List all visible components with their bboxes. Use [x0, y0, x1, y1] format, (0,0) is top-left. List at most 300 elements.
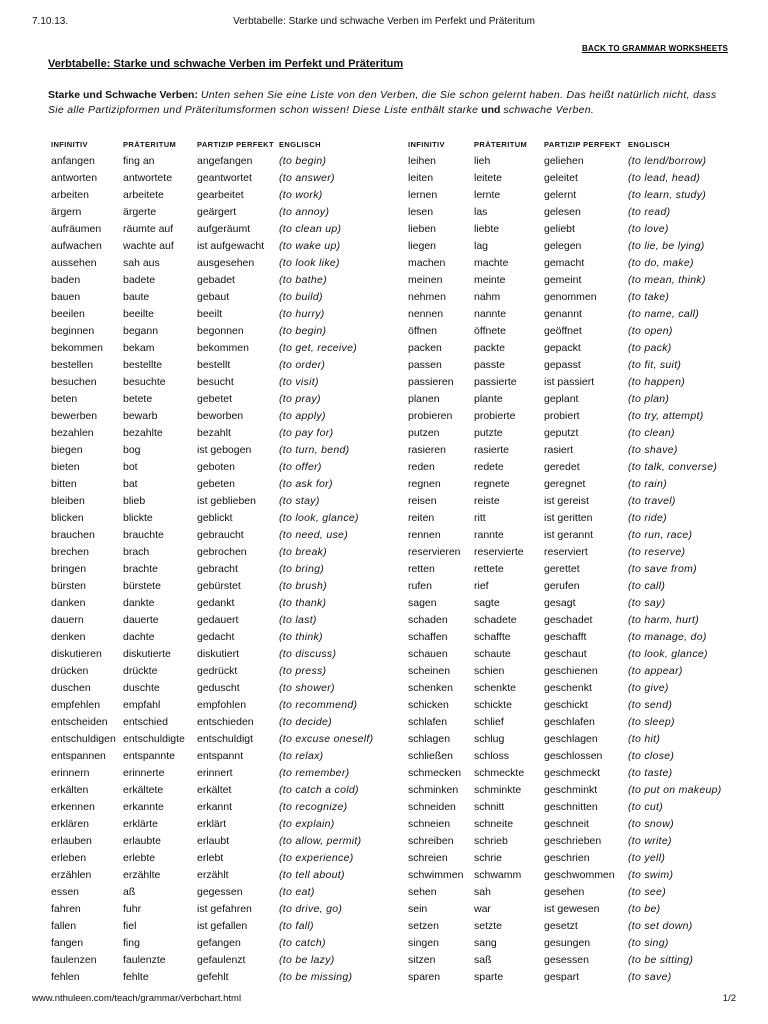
- partizip-cell: gebracht: [197, 562, 238, 575]
- table-row: [51, 560, 391, 577]
- praeteritum-cell: drückte: [123, 664, 158, 677]
- englisch-cell: (to fit, suit): [628, 358, 682, 371]
- infinitiv-cell: bieten: [51, 460, 80, 473]
- partizip-cell: geliebt: [544, 222, 575, 235]
- praeteritum-cell: fehlte: [123, 970, 149, 983]
- partizip-cell: gebadet: [197, 273, 235, 286]
- table-row: [408, 866, 738, 883]
- englisch-cell: (to say): [628, 596, 666, 609]
- infinitiv-cell: bringen: [51, 562, 87, 575]
- partizip-cell: angefangen: [197, 154, 253, 167]
- englisch-cell: (to taste): [628, 766, 673, 779]
- infinitiv-cell: aussehen: [51, 256, 97, 269]
- infinitiv-cell: aufräumen: [51, 222, 102, 235]
- table-row: [408, 220, 738, 237]
- table-row: [51, 951, 391, 968]
- partizip-cell: erzählt: [197, 868, 229, 881]
- praeteritum-cell: empfahl: [123, 698, 161, 711]
- englisch-cell: (to harm, hurt): [628, 613, 700, 626]
- praeteritum-cell: schien: [474, 664, 505, 677]
- verb-table-left-column: [51, 136, 391, 985]
- englisch-cell: (to catch a cold): [279, 783, 359, 796]
- praeteritum-cell: dankte: [123, 596, 155, 609]
- table-row: [408, 322, 738, 339]
- infinitiv-cell: regnen: [408, 477, 441, 490]
- englisch-cell: (to thank): [279, 596, 327, 609]
- englisch-cell: (to be missing): [279, 970, 353, 983]
- infinitiv-cell: essen: [51, 885, 80, 898]
- table-row: [408, 390, 738, 407]
- infinitiv-cell: sagen: [408, 596, 437, 609]
- praeteritum-cell: schrieb: [474, 834, 508, 847]
- infinitiv-cell: bestellen: [51, 358, 94, 371]
- table-row: [51, 577, 391, 594]
- table-row: [51, 288, 391, 305]
- partizip-cell: gesehen: [544, 885, 585, 898]
- infinitiv-cell: planen: [408, 392, 440, 405]
- table-row: [408, 815, 738, 832]
- infinitiv-cell: schneiden: [408, 800, 456, 813]
- infinitiv-cell: sitzen: [408, 953, 436, 966]
- table-row: [408, 407, 738, 424]
- print-url: www.nthuleen.com/teach/grammar/verbchart.html: [32, 993, 242, 1004]
- englisch-cell: (to look like): [279, 256, 340, 269]
- table-row: [51, 203, 391, 220]
- praeteritum-cell: fiel: [123, 919, 137, 932]
- infinitiv-cell: blicken: [51, 511, 84, 524]
- englisch-cell: (to bathe): [279, 273, 327, 286]
- infinitiv-cell: rasieren: [408, 443, 446, 456]
- infinitiv-cell: brechen: [51, 545, 89, 558]
- praeteritum-cell: entspannte: [123, 749, 175, 762]
- englisch-cell: (to fall): [279, 919, 314, 932]
- praeteritum-cell: rief: [474, 579, 489, 592]
- partizip-cell: ist gereist: [544, 494, 589, 507]
- infinitiv-cell: bewerben: [51, 409, 98, 422]
- praeteritum-cell: schlug: [474, 732, 505, 745]
- infinitiv-cell: sein: [408, 902, 428, 915]
- englisch-cell: (to brush): [279, 579, 327, 592]
- praeteritum-cell: entschied: [123, 715, 168, 728]
- praeteritum-cell: schmeckte: [474, 766, 525, 779]
- englisch-cell: (to answer): [279, 171, 335, 184]
- header-praeteritum: PRÄTERITUM: [123, 139, 177, 149]
- praeteritum-cell: erlaubte: [123, 834, 161, 847]
- praeteritum-cell: las: [474, 205, 488, 218]
- partizip-cell: diskutiert: [197, 647, 240, 660]
- table-row: [408, 492, 738, 509]
- infinitiv-cell: brauchen: [51, 528, 95, 541]
- infinitiv-cell: schmecken: [408, 766, 462, 779]
- englisch-cell: (to begin): [279, 154, 327, 167]
- praeteritum-cell: schminkte: [474, 783, 522, 796]
- table-row: [408, 611, 738, 628]
- englisch-cell: (to remember): [279, 766, 350, 779]
- table-row: [51, 220, 391, 237]
- englisch-cell: (to mean, think): [628, 273, 706, 286]
- table-row: [408, 764, 738, 781]
- table-row: [408, 305, 738, 322]
- partizip-cell: geredet: [544, 460, 580, 473]
- englisch-cell: (to learn, study): [628, 188, 707, 201]
- praeteritum-cell: schrie: [474, 851, 503, 864]
- partizip-cell: gerettet: [544, 562, 580, 575]
- praeteritum-cell: blieb: [123, 494, 146, 507]
- table-row: [408, 237, 738, 254]
- englisch-cell: (to do, make): [628, 256, 694, 269]
- englisch-cell: (to cut): [628, 800, 664, 813]
- englisch-cell: (to recommend): [279, 698, 358, 711]
- partizip-cell: geschenkt: [544, 681, 592, 694]
- partizip-cell: geschickt: [544, 698, 588, 711]
- infinitiv-cell: machen: [408, 256, 446, 269]
- praeteritum-cell: nannte: [474, 307, 507, 320]
- infinitiv-cell: reservieren: [408, 545, 461, 558]
- partizip-cell: bezahlt: [197, 426, 231, 439]
- praeteritum-cell: war: [474, 902, 491, 915]
- table-row: [408, 696, 738, 713]
- print-page-number: 1/2: [722, 993, 736, 1004]
- infinitiv-cell: arbeiten: [51, 188, 89, 201]
- englisch-cell: (to order): [279, 358, 326, 371]
- praeteritum-cell: schenkte: [474, 681, 517, 694]
- praeteritum-cell: sah: [474, 885, 491, 898]
- table-row: [408, 543, 738, 560]
- englisch-cell: (to experience): [279, 851, 354, 864]
- englisch-cell: (to love): [628, 222, 669, 235]
- infinitiv-cell: lesen: [408, 205, 434, 218]
- table-row: [408, 798, 738, 815]
- partizip-cell: ist aufgewacht: [197, 239, 265, 252]
- englisch-cell: (to look, glance): [628, 647, 708, 660]
- partizip-cell: bekommen: [197, 341, 249, 354]
- partizip-cell: besucht: [197, 375, 234, 388]
- praeteritum-cell: öffnete: [474, 324, 506, 337]
- partizip-cell: rasiert: [544, 443, 574, 456]
- partizip-cell: gebraucht: [197, 528, 244, 541]
- englisch-cell: (to close): [628, 749, 675, 762]
- englisch-cell: (to hit): [628, 732, 661, 745]
- praeteritum-cell: regnete: [474, 477, 510, 490]
- englisch-cell: (to need, use): [279, 528, 348, 541]
- englisch-cell: (to manage, do): [628, 630, 707, 643]
- partizip-cell: geplant: [544, 392, 579, 405]
- table-row: [51, 628, 391, 645]
- table-row: [408, 781, 738, 798]
- praeteritum-cell: baute: [123, 290, 150, 303]
- infinitiv-cell: beeilen: [51, 307, 85, 320]
- infinitiv-cell: sehen: [408, 885, 437, 898]
- intro-paragraph: [48, 88, 728, 118]
- infinitiv-cell: schenken: [408, 681, 453, 694]
- infinitiv-cell: schwimmen: [408, 868, 464, 881]
- praeteritum-cell: schaute: [474, 647, 511, 660]
- partizip-cell: geputzt: [544, 426, 579, 439]
- englisch-cell: (to shower): [279, 681, 335, 694]
- table-row: [51, 356, 391, 373]
- englisch-cell: (to shave): [628, 443, 678, 456]
- praeteritum-cell: wachte auf: [123, 239, 174, 252]
- table-row: [51, 645, 391, 662]
- englisch-cell: (to hurry): [279, 307, 325, 320]
- table-row: [51, 730, 391, 747]
- back-to-grammar-worksheets-link[interactable]: BACK TO GRAMMAR WORKSHEETS: [582, 44, 728, 53]
- englisch-cell: (to rain): [628, 477, 667, 490]
- englisch-cell: (to pack): [628, 341, 672, 354]
- partizip-cell: empfohlen: [197, 698, 247, 711]
- infinitiv-cell: erkälten: [51, 783, 89, 796]
- partizip-cell: bestellt: [197, 358, 231, 371]
- praeteritum-cell: redete: [474, 460, 504, 473]
- partizip-cell: geantwortet: [197, 171, 252, 184]
- englisch-cell: (to save from): [628, 562, 697, 575]
- infinitiv-cell: beten: [51, 392, 78, 405]
- intro-text-end: schwache Verben.: [503, 104, 595, 116]
- table-row: [408, 560, 738, 577]
- header-englisch: ENGLISCH: [628, 139, 670, 149]
- praeteritum-cell: packte: [474, 341, 505, 354]
- englisch-cell: (to ride): [628, 511, 667, 524]
- partizip-cell: geschlossen: [544, 749, 603, 762]
- partizip-cell: geschaut: [544, 647, 587, 660]
- infinitiv-cell: biegen: [51, 443, 83, 456]
- infinitiv-cell: entscheiden: [51, 715, 108, 728]
- partizip-cell: ist gewesen: [544, 902, 600, 915]
- praeteritum-cell: faulenzte: [123, 953, 166, 966]
- partizip-cell: ist gefallen: [197, 919, 248, 932]
- partizip-cell: ist geritten: [544, 511, 593, 524]
- praeteritum-cell: diskutierte: [123, 647, 171, 660]
- partizip-cell: geduscht: [197, 681, 240, 694]
- table-row: [408, 475, 738, 492]
- praeteritum-cell: sagte: [474, 596, 500, 609]
- partizip-cell: gedacht: [197, 630, 235, 643]
- praeteritum-cell: schadete: [474, 613, 517, 626]
- partizip-cell: erinnert: [197, 766, 233, 779]
- table-row: [51, 849, 391, 866]
- infinitiv-cell: schreien: [408, 851, 448, 864]
- infinitiv-cell: bezahlen: [51, 426, 94, 439]
- partizip-cell: ist gerannt: [544, 528, 594, 541]
- englisch-cell: (to allow, permit): [279, 834, 362, 847]
- englisch-cell: (to tell about): [279, 868, 345, 881]
- englisch-cell: (to lie, be lying): [628, 239, 705, 252]
- praeteritum-cell: erlebte: [123, 851, 156, 864]
- englisch-cell: (to work): [279, 188, 323, 201]
- partizip-cell: gepackt: [544, 341, 581, 354]
- englisch-cell: (to decide): [279, 715, 332, 728]
- infinitiv-cell: denken: [51, 630, 86, 643]
- partizip-cell: geschminkt: [544, 783, 598, 796]
- partizip-cell: gefangen: [197, 936, 241, 949]
- praeteritum-cell: bog: [123, 443, 141, 456]
- partizip-cell: entschuldigt: [197, 732, 254, 745]
- table-row: [51, 152, 391, 169]
- table-row: [51, 611, 391, 628]
- header-englisch: ENGLISCH: [279, 139, 321, 149]
- table-row: [408, 441, 738, 458]
- praeteritum-cell: lernte: [474, 188, 501, 201]
- partizip-cell: gearbeitet: [197, 188, 244, 201]
- infinitiv-cell: aufwachen: [51, 239, 102, 252]
- englisch-cell: (to wake up): [279, 239, 341, 252]
- infinitiv-cell: liegen: [408, 239, 437, 252]
- partizip-cell: gelesen: [544, 205, 581, 218]
- englisch-cell: (to travel): [628, 494, 676, 507]
- infinitiv-cell: fallen: [51, 919, 77, 932]
- table-row: [408, 594, 738, 611]
- infinitiv-cell: leiten: [408, 171, 434, 184]
- page-title: Verbtabelle: Starke und schwache Verben im Perfekt und Präteritum: [48, 58, 404, 70]
- englisch-cell: (to break): [279, 545, 327, 558]
- praeteritum-cell: bestellte: [123, 358, 163, 371]
- partizip-cell: gebaut: [197, 290, 230, 303]
- table-row: [51, 543, 391, 560]
- partizip-cell: aufgeräumt: [197, 222, 251, 235]
- table-row: [51, 373, 391, 390]
- praeteritum-cell: aß: [123, 885, 136, 898]
- praeteritum-cell: blickte: [123, 511, 153, 524]
- header-partizip-perfekt: PARTIZIP PERFEKT: [197, 139, 274, 149]
- praeteritum-cell: bezahlte: [123, 426, 163, 439]
- table-row: [408, 458, 738, 475]
- infinitiv-cell: erklären: [51, 817, 89, 830]
- table-row: [51, 509, 391, 526]
- table-row: [51, 305, 391, 322]
- partizip-cell: erkannt: [197, 800, 233, 813]
- infinitiv-cell: öffnen: [408, 324, 438, 337]
- praeteritum-cell: setzte: [474, 919, 503, 932]
- table-row: [51, 900, 391, 917]
- englisch-cell: (to visit): [279, 375, 319, 388]
- infinitiv-cell: probieren: [408, 409, 453, 422]
- infinitiv-cell: sparen: [408, 970, 441, 983]
- table-row: [408, 424, 738, 441]
- table-row: [408, 645, 738, 662]
- table-row: [408, 186, 738, 203]
- infinitiv-cell: setzen: [408, 919, 439, 932]
- infinitiv-cell: reiten: [408, 511, 435, 524]
- partizip-cell: probiert: [544, 409, 580, 422]
- table-row: [51, 237, 391, 254]
- partizip-cell: erlaubt: [197, 834, 230, 847]
- table-row: [51, 254, 391, 271]
- englisch-cell: (to set down): [628, 919, 693, 932]
- praeteritum-cell: entschuldigte: [123, 732, 185, 745]
- partizip-cell: erklärt: [197, 817, 227, 830]
- infinitiv-cell: bekommen: [51, 341, 103, 354]
- englisch-cell: (to relax): [279, 749, 324, 762]
- infinitiv-cell: rufen: [408, 579, 432, 592]
- infinitiv-cell: erleben: [51, 851, 87, 864]
- praeteritum-cell: brachte: [123, 562, 159, 575]
- englisch-cell: (to lend/borrow): [628, 154, 707, 167]
- print-header: [32, 16, 736, 30]
- englisch-cell: (to ask for): [279, 477, 333, 490]
- praeteritum-cell: nahm: [474, 290, 501, 303]
- infinitiv-cell: schauen: [408, 647, 448, 660]
- infinitiv-cell: singen: [408, 936, 439, 949]
- partizip-cell: geöffnet: [544, 324, 582, 337]
- table-row: [51, 883, 391, 900]
- print-date: 7.10.13.: [32, 16, 69, 27]
- print-footer: [32, 993, 736, 1007]
- infinitiv-cell: anfangen: [51, 154, 95, 167]
- infinitiv-cell: erkennen: [51, 800, 95, 813]
- praeteritum-cell: passierte: [474, 375, 517, 388]
- intro-text: Unten sehen Sie eine Liste von den Verben, die Sie schon gelernt haben. Das heißt natürlich nicht, dass Sie alle Partizipformen und Präteritumsformen schon wissen! Diese Liste enthält starke: [48, 89, 717, 116]
- partizip-cell: gerufen: [544, 579, 580, 592]
- partizip-cell: entschieden: [197, 715, 254, 728]
- praeteritum-cell: schloss: [474, 749, 510, 762]
- partizip-cell: begonnen: [197, 324, 244, 337]
- infinitiv-cell: bürsten: [51, 579, 87, 592]
- praeteritum-cell: schwamm: [474, 868, 522, 881]
- partizip-cell: geschadet: [544, 613, 593, 626]
- praeteritum-cell: liebte: [474, 222, 500, 235]
- table-row: [51, 662, 391, 679]
- infinitiv-cell: leihen: [408, 154, 437, 167]
- partizip-cell: ist passiert: [544, 375, 595, 388]
- englisch-cell: (to last): [279, 613, 317, 626]
- partizip-cell: gelegen: [544, 239, 582, 252]
- englisch-cell: (to give): [628, 681, 669, 694]
- praeteritum-cell: schickte: [474, 698, 512, 711]
- verb-table-left: [51, 136, 391, 985]
- infinitiv-cell: passen: [408, 358, 442, 371]
- englisch-cell: (to pray): [279, 392, 321, 405]
- praeteritum-cell: rannte: [474, 528, 504, 541]
- englisch-cell: (to annoy): [279, 205, 330, 218]
- englisch-cell: (to name, call): [628, 307, 700, 320]
- infinitiv-cell: nehmen: [408, 290, 446, 303]
- table-row: [408, 951, 738, 968]
- infinitiv-cell: bleiben: [51, 494, 85, 507]
- infinitiv-cell: reden: [408, 460, 435, 473]
- partizip-cell: entspannt: [197, 749, 244, 762]
- englisch-cell: (to bring): [279, 562, 325, 575]
- header-partizip-perfekt: PARTIZIP PERFEKT: [544, 139, 621, 149]
- praeteritum-cell: reservierte: [474, 545, 524, 558]
- englisch-cell: (to press): [279, 664, 327, 677]
- englisch-cell: (to run, race): [628, 528, 693, 541]
- partizip-cell: ausgesehen: [197, 256, 255, 269]
- englisch-cell: (to look, glance): [279, 511, 359, 524]
- praeteritum-cell: ritt: [474, 511, 486, 524]
- englisch-cell: (to yell): [628, 851, 666, 864]
- print-doc-title: Verbtabelle: Starke und schwache Verben im Perfekt und Präteritum: [233, 16, 535, 27]
- table-row: [51, 169, 391, 186]
- infinitiv-cell: schaden: [408, 613, 448, 626]
- praeteritum-cell: lag: [474, 239, 489, 252]
- englisch-cell: (to think): [279, 630, 323, 643]
- praeteritum-cell: erkältete: [123, 783, 164, 796]
- infinitiv-cell: putzen: [408, 426, 440, 439]
- infinitiv-cell: nennen: [408, 307, 444, 320]
- table-row: [51, 866, 391, 883]
- praeteritum-cell: schlief: [474, 715, 504, 728]
- partizip-cell: geboten: [197, 460, 235, 473]
- intro-emphasis: und: [481, 104, 501, 116]
- partizip-cell: gebürstet: [197, 579, 241, 592]
- table-row: [51, 815, 391, 832]
- table-row: [408, 254, 738, 271]
- table-row: [408, 509, 738, 526]
- infinitiv-cell: duschen: [51, 681, 91, 694]
- englisch-cell: (to happen): [628, 375, 686, 388]
- infinitiv-cell: bauen: [51, 290, 81, 303]
- praeteritum-cell: erzählte: [123, 868, 161, 881]
